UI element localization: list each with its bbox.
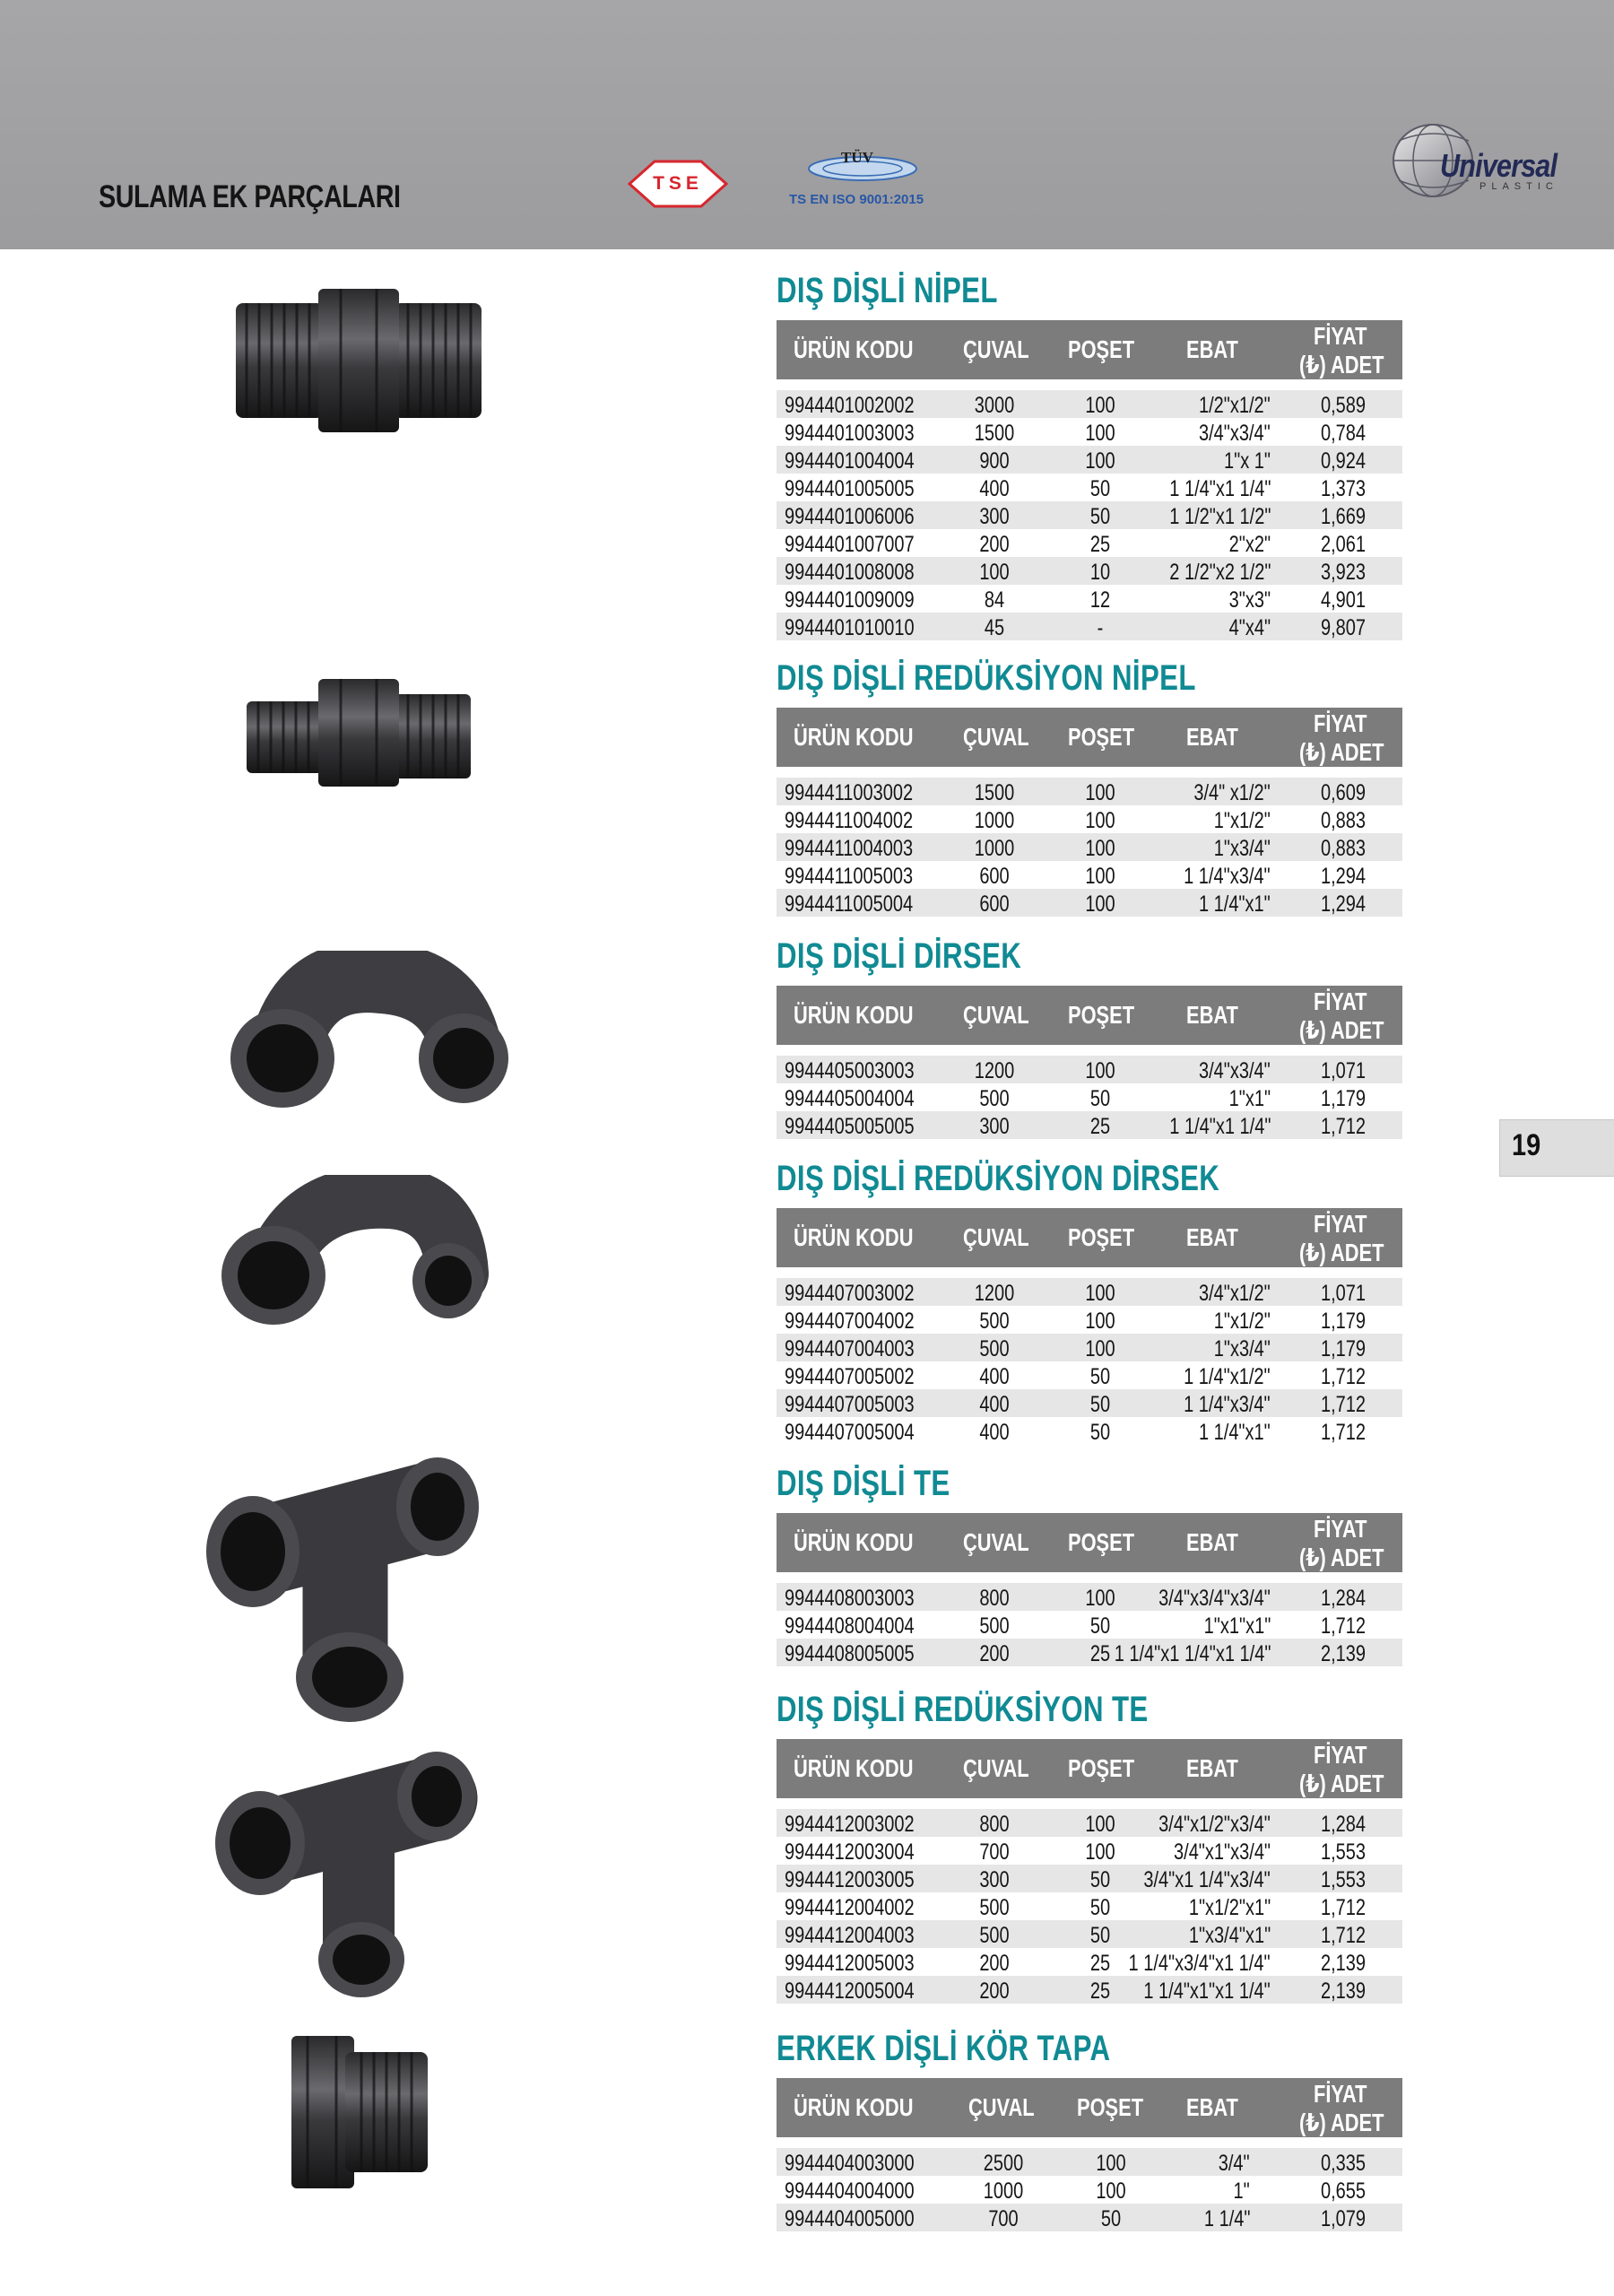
column-header-price-unit: (₺) ADET (1299, 1544, 1384, 1571)
table-row (777, 805, 1402, 833)
unit-price-cell: 1,294 (1321, 891, 1367, 917)
column-header-price: FİYAT (1314, 1741, 1367, 1769)
sack-quantity-cell: 700 (988, 2206, 1019, 2231)
column-header-bag: POŞET (1068, 1754, 1135, 1782)
table-row (777, 1389, 1402, 1417)
reducing-tee-photo (211, 1744, 480, 2005)
bag-quantity-cell: - (1097, 615, 1104, 640)
table-row (777, 1306, 1402, 1334)
unit-price-cell: 0,883 (1321, 836, 1367, 861)
bag-quantity-cell: 50 (1089, 1364, 1111, 1389)
size-cell: 1 1/4"x1/2" (1184, 1364, 1271, 1389)
bag-quantity-cell: 100 (1085, 448, 1115, 474)
tee-fitting-photo (197, 1453, 484, 1722)
unit-price-cell: 1,079 (1321, 2206, 1367, 2231)
column-header-sack: ÇUVAL (963, 1223, 1029, 1251)
bag-quantity-cell: 50 (1100, 2206, 1122, 2231)
sack-quantity-cell: 500 (979, 1923, 1010, 1948)
unit-price-cell: 1,712 (1321, 1392, 1367, 1417)
sack-quantity-cell: 400 (979, 1392, 1010, 1417)
table-row (777, 585, 1402, 613)
column-header-code: ÜRÜN KODU (794, 1223, 914, 1251)
size-cell: 1 1/4"x3/4"x1 1/4" (1128, 1951, 1271, 1976)
bag-quantity-cell: 100 (1085, 864, 1115, 889)
sack-quantity-cell: 700 (979, 1839, 1010, 1865)
product-table (777, 1583, 1402, 1666)
column-header-size: EBAT (1186, 723, 1238, 751)
section-title: DIŞ DİŞLİ REDÜKSİYON TE (777, 1690, 1149, 1729)
unit-price-cell: 1,553 (1321, 1867, 1367, 1892)
unit-price-cell: 0,784 (1321, 421, 1367, 446)
table-row (777, 2148, 1402, 2176)
sack-quantity-cell: 300 (979, 1867, 1010, 1892)
bag-quantity-cell: 25 (1089, 532, 1111, 557)
unit-price-cell: 0,609 (1321, 780, 1367, 805)
unit-price-cell: 2,139 (1321, 1641, 1367, 1666)
size-cell: 1 1/4" (1203, 2206, 1250, 2231)
column-header-price: FİYAT (1314, 987, 1367, 1015)
reducing-nipple-photo (242, 674, 475, 791)
sack-quantity-cell: 900 (979, 448, 1010, 474)
size-cell: 1"x 1" (1223, 448, 1271, 474)
size-cell: 2 1/2"x2 1/2" (1168, 560, 1271, 585)
sack-quantity-cell: 1000 (983, 2179, 1024, 2204)
sack-quantity-cell: 3000 (974, 393, 1015, 418)
sack-quantity-cell: 400 (979, 1420, 1010, 1445)
product-code-cell: 9944401007007 (785, 532, 915, 557)
size-cell: 1"x1"x1" (1203, 1613, 1271, 1639)
product-code-cell: 9944401004004 (785, 448, 915, 474)
unit-price-cell: 1,373 (1321, 476, 1367, 501)
unit-price-cell: 1,294 (1321, 864, 1367, 889)
table-row (777, 1948, 1402, 1976)
table-row (777, 1920, 1402, 1948)
column-header-code: ÜRÜN KODU (794, 1528, 914, 1556)
table-row (777, 446, 1402, 474)
product-code-cell: 9944412003002 (785, 1812, 915, 1837)
bag-quantity-cell: 50 (1089, 1420, 1111, 1445)
brand-subtitle: PLASTIC (1480, 181, 1558, 192)
sack-quantity-cell: 200 (979, 532, 1010, 557)
size-cell: 4"x4" (1228, 615, 1271, 640)
bag-quantity-cell: 100 (1085, 1839, 1115, 1865)
product-code-cell: 9944411005003 (785, 864, 914, 889)
table-row (777, 1976, 1402, 2004)
column-header-price: FİYAT (1314, 709, 1367, 737)
table-row (777, 613, 1402, 640)
bag-quantity-cell: 50 (1089, 1895, 1111, 1920)
size-cell: 1 1/2"x1 1/2" (1168, 504, 1271, 529)
product-code-cell: 9944412003005 (785, 1867, 915, 1892)
unit-price-cell: 0,655 (1321, 2179, 1367, 2204)
size-cell: 1 1/4"x1 1/4" (1168, 476, 1271, 501)
table-row (777, 557, 1402, 585)
column-header-size: EBAT (1186, 335, 1238, 363)
column-header-sack: ÇUVAL (968, 2093, 1035, 2121)
unit-price-cell: 1,284 (1321, 1812, 1367, 1837)
table-row (777, 1417, 1402, 1445)
sack-quantity-cell: 1000 (974, 836, 1015, 861)
size-cell: 3"x3" (1228, 587, 1271, 613)
size-cell: 3/4"x1/2" (1199, 1281, 1271, 1306)
product-code-cell: 9944411005004 (785, 891, 914, 917)
table-header (777, 320, 1402, 379)
table-header (777, 1739, 1402, 1798)
bag-quantity-cell: 100 (1085, 1336, 1115, 1361)
bag-quantity-cell: 50 (1089, 1086, 1111, 1111)
product-code-cell: 9944401002002 (785, 393, 915, 418)
table-row (777, 1361, 1402, 1389)
product-code-cell: 9944407004003 (785, 1336, 915, 1361)
product-code-cell: 9944407005002 (785, 1364, 915, 1389)
table-row (777, 418, 1402, 446)
bag-quantity-cell: 50 (1089, 1867, 1111, 1892)
table-row (777, 1892, 1402, 1920)
bag-quantity-cell: 100 (1085, 1309, 1115, 1334)
sack-quantity-cell: 600 (979, 864, 1010, 889)
size-cell: 1 1/4"x1"x1 1/4" (1143, 1979, 1271, 2004)
unit-price-cell: 1,553 (1321, 1839, 1367, 1865)
male-end-plug-photo (282, 2027, 435, 2197)
unit-price-cell: 1,071 (1321, 1281, 1367, 1306)
catalog-section-title: SULAMA EK PARÇALARI (99, 179, 401, 214)
sack-quantity-cell: 800 (979, 1812, 1010, 1837)
bag-quantity-cell: 100 (1085, 1586, 1115, 1611)
iso-certificate-text: TS EN ISO 9001:2015 (789, 192, 924, 207)
unit-price-cell: 1,179 (1321, 1086, 1367, 1111)
size-cell: 2"x2" (1228, 532, 1271, 557)
product-code-cell: 9944405005005 (785, 1114, 915, 1139)
product-code-cell: 9944407003002 (785, 1281, 915, 1306)
size-cell: 1 1/4"x1" (1199, 891, 1271, 917)
size-cell: 3/4"x1/2"x3/4" (1158, 1812, 1271, 1837)
bag-quantity-cell: 100 (1085, 393, 1115, 418)
sack-quantity-cell: 1200 (974, 1281, 1015, 1306)
column-header-price-unit: (₺) ADET (1299, 1770, 1384, 1797)
reducing-elbow-photo (220, 1175, 489, 1336)
size-cell: 3/4"x1"x3/4" (1173, 1839, 1271, 1865)
column-header-code: ÜRÜN KODU (794, 2093, 914, 2121)
sack-quantity-cell: 1500 (974, 780, 1015, 805)
product-code-cell: 9944405004004 (785, 1086, 915, 1111)
size-cell: 1"x3/4" (1213, 836, 1271, 861)
product-table (777, 1809, 1402, 2004)
table-row (777, 474, 1402, 501)
size-cell: 1 1/4"x1 1/4" (1168, 1114, 1271, 1139)
sack-quantity-cell: 600 (979, 891, 1010, 917)
bag-quantity-cell: 25 (1089, 1114, 1111, 1139)
column-header-bag: POŞET (1068, 723, 1135, 751)
bag-quantity-cell: 50 (1089, 504, 1111, 529)
sack-quantity-cell: 84 (984, 587, 1005, 613)
bag-quantity-cell: 100 (1085, 421, 1115, 446)
unit-price-cell: 4,901 (1321, 587, 1367, 613)
table-row (777, 1583, 1402, 1611)
bag-quantity-cell: 12 (1089, 587, 1111, 613)
section-title: DIŞ DİŞLİ TE (777, 1464, 950, 1503)
column-header-price: FİYAT (1314, 1515, 1367, 1543)
product-code-cell: 9944408003003 (785, 1586, 915, 1611)
bag-quantity-cell: 50 (1089, 1392, 1111, 1417)
product-code-cell: 9944412003004 (785, 1839, 915, 1865)
unit-price-cell: 1,179 (1321, 1309, 1367, 1334)
column-header-bag: POŞET (1068, 1528, 1135, 1556)
size-cell: 1 1/4"x1 1/4"x1 1/4" (1114, 1641, 1271, 1666)
sack-quantity-cell: 45 (984, 615, 1005, 640)
bag-quantity-cell: 50 (1089, 1613, 1111, 1639)
sack-quantity-cell: 500 (979, 1309, 1010, 1334)
sack-quantity-cell: 2500 (983, 2151, 1024, 2176)
unit-price-cell: 2,139 (1321, 1979, 1367, 2004)
table-header (777, 1513, 1402, 1572)
size-cell: 1 1/4"x3/4" (1184, 1392, 1271, 1417)
sack-quantity-cell: 400 (979, 1364, 1010, 1389)
column-header-bag: POŞET (1077, 2093, 1144, 2121)
column-header-size: EBAT (1186, 1754, 1238, 1782)
column-header-sack: ÇUVAL (963, 1528, 1029, 1556)
size-cell: 3/4"x3/4" (1199, 1058, 1271, 1083)
product-code-cell: 9944411004003 (785, 836, 914, 861)
column-header-price-unit: (₺) ADET (1299, 2109, 1384, 2136)
table-row (777, 501, 1402, 529)
sack-quantity-cell: 400 (979, 476, 1010, 501)
unit-price-cell: 0,883 (1321, 808, 1367, 833)
size-cell: 1 1/4"x3/4" (1184, 864, 1271, 889)
table-row (777, 1611, 1402, 1639)
column-header-size: EBAT (1186, 1001, 1238, 1029)
sack-quantity-cell: 1000 (974, 808, 1015, 833)
column-header-price: FİYAT (1314, 1210, 1367, 1238)
table-row (777, 2204, 1402, 2231)
bag-quantity-cell: 25 (1089, 1951, 1111, 1976)
size-cell: 1"x1/2" (1213, 808, 1271, 833)
column-header-size: EBAT (1186, 2093, 1238, 2121)
product-code-cell: 9944412004003 (785, 1923, 915, 1948)
column-header-sack: ÇUVAL (963, 1001, 1029, 1029)
unit-price-cell: 3,923 (1321, 560, 1367, 585)
size-cell: 1 1/4"x1" (1199, 1420, 1271, 1445)
sack-quantity-cell: 300 (979, 504, 1010, 529)
column-header-size: EBAT (1186, 1223, 1238, 1251)
product-code-cell: 9944404004000 (785, 2179, 915, 2204)
brand-name: Universal (1440, 147, 1558, 184)
product-code-cell: 9944401010010 (785, 615, 915, 640)
table-row (777, 861, 1402, 889)
section-title: DIŞ DİŞLİ NİPEL (777, 271, 998, 310)
product-table (777, 2148, 1402, 2231)
size-cell: 1"x1/2"x1" (1188, 1895, 1271, 1920)
table-header (777, 986, 1402, 1045)
unit-price-cell: 0,589 (1321, 393, 1367, 418)
elbow-fitting-photo (229, 951, 511, 1112)
product-code-cell: 9944408005005 (785, 1641, 915, 1666)
unit-price-cell: 1,712 (1321, 1613, 1367, 1639)
column-header-code: ÜRÜN KODU (794, 335, 914, 363)
table-row (777, 1809, 1402, 1837)
page-number: 19 (1512, 1128, 1541, 1162)
table-row (777, 778, 1402, 805)
bag-quantity-cell: 25 (1089, 1979, 1111, 2004)
column-header-price-unit: (₺) ADET (1299, 738, 1384, 766)
product-code-cell: 9944401005005 (785, 476, 915, 501)
section-title: DIŞ DİŞLİ REDÜKSİYON DİRSEK (777, 1159, 1220, 1198)
column-header-code: ÜRÜN KODU (794, 1754, 914, 1782)
bag-quantity-cell: 100 (1085, 1812, 1115, 1837)
size-cell: 1"x3/4"x1" (1188, 1923, 1271, 1948)
unit-price-cell: 1,712 (1321, 1895, 1367, 1920)
unit-price-cell: 1,071 (1321, 1058, 1367, 1083)
column-header-sack: ÇUVAL (963, 335, 1029, 363)
table-row (777, 390, 1402, 418)
column-header-code: ÜRÜN KODU (794, 1001, 914, 1029)
bag-quantity-cell: 100 (1085, 808, 1115, 833)
table-row (777, 1837, 1402, 1865)
product-code-cell: 9944407005004 (785, 1420, 915, 1445)
size-cell: 1"x3/4" (1213, 1336, 1271, 1361)
column-header-price-unit: (₺) ADET (1299, 1016, 1384, 1044)
section-title: ERKEK DİŞLİ KÖR TAPA (777, 2029, 1111, 2068)
unit-price-cell: 1,712 (1321, 1364, 1367, 1389)
column-header-price-unit: (₺) ADET (1299, 351, 1384, 378)
column-header-bag: POŞET (1068, 335, 1135, 363)
column-header-sack: ÇUVAL (963, 723, 1029, 751)
table-row (777, 1056, 1402, 1083)
unit-price-cell: 1,712 (1321, 1114, 1367, 1139)
table-row (777, 1865, 1402, 1892)
bag-quantity-cell: 10 (1089, 560, 1111, 585)
size-cell: 3/4"x3/4" (1199, 421, 1271, 446)
product-code-cell: 9944401008008 (785, 560, 915, 585)
sack-quantity-cell: 1200 (974, 1058, 1015, 1083)
product-code-cell: 9944407005003 (785, 1392, 915, 1417)
page-header (0, 0, 1614, 249)
product-table (777, 390, 1402, 640)
column-header-price: FİYAT (1314, 2080, 1367, 2108)
column-header-price: FİYAT (1314, 322, 1367, 350)
unit-price-cell: 0,924 (1321, 448, 1367, 474)
bag-quantity-cell: 50 (1089, 476, 1111, 501)
column-header-bag: POŞET (1068, 1223, 1135, 1251)
size-cell: 1"x1" (1228, 1086, 1271, 1111)
table-row (777, 529, 1402, 557)
sack-quantity-cell: 500 (979, 1086, 1010, 1111)
bag-quantity-cell: 100 (1096, 2151, 1126, 2176)
product-code-cell: 9944412004002 (785, 1895, 915, 1920)
sack-quantity-cell: 200 (979, 1951, 1010, 1976)
table-row (777, 1639, 1402, 1666)
bag-quantity-cell: 50 (1089, 1923, 1111, 1948)
product-code-cell: 9944405003003 (785, 1058, 915, 1083)
size-cell: 1/2"x1/2" (1199, 393, 1271, 418)
table-row (777, 1083, 1402, 1111)
product-code-cell: 9944412005003 (785, 1951, 915, 1976)
table-header (777, 708, 1402, 767)
product-code-cell: 9944407004002 (785, 1309, 915, 1334)
product-table (777, 1056, 1402, 1139)
unit-price-cell: 9,807 (1321, 615, 1367, 640)
section-title: DIŞ DİŞLİ DİRSEK (777, 936, 1022, 976)
size-cell: 3/4"x1 1/4"x3/4" (1143, 1867, 1271, 1892)
bag-quantity-cell: 100 (1085, 780, 1115, 805)
bag-quantity-cell: 100 (1085, 836, 1115, 861)
sack-quantity-cell: 500 (979, 1336, 1010, 1361)
table-header (777, 2078, 1402, 2137)
bag-quantity-cell: 100 (1085, 891, 1115, 917)
unit-price-cell: 0,335 (1321, 2151, 1367, 2176)
column-header-bag: POŞET (1068, 1001, 1135, 1029)
unit-price-cell: 1,669 (1321, 504, 1367, 529)
unit-price-cell: 1,179 (1321, 1336, 1367, 1361)
table-row (777, 1334, 1402, 1361)
tuv-logo-text: TÜV (841, 149, 873, 166)
product-code-cell: 9944404003000 (785, 2151, 915, 2176)
tse-logo-text: TSE (653, 173, 703, 194)
table-row (777, 1111, 1402, 1139)
bag-quantity-cell: 100 (1085, 1281, 1115, 1306)
sack-quantity-cell: 800 (979, 1586, 1010, 1611)
unit-price-cell: 2,139 (1321, 1951, 1367, 1976)
section-title: DIŞ DİŞLİ REDÜKSİYON NİPEL (777, 658, 1196, 698)
product-code-cell: 9944408004004 (785, 1613, 915, 1639)
table-row (777, 2176, 1402, 2204)
sack-quantity-cell: 200 (979, 1979, 1010, 2004)
product-code-cell: 9944401003003 (785, 421, 915, 446)
unit-price-cell: 1,712 (1321, 1420, 1367, 1445)
size-cell: 1"x1/2" (1213, 1309, 1271, 1334)
size-cell: 3/4" (1219, 2151, 1250, 2176)
unit-price-cell: 1,712 (1321, 1923, 1367, 1948)
bag-quantity-cell: 100 (1085, 1058, 1115, 1083)
sack-quantity-cell: 100 (979, 560, 1010, 585)
product-code-cell: 9944401009009 (785, 587, 915, 613)
table-row (777, 889, 1402, 917)
bag-quantity-cell: 25 (1089, 1641, 1111, 1666)
nipple-fitting-photo (229, 278, 489, 439)
column-header-sack: ÇUVAL (963, 1754, 1029, 1782)
size-cell: 1" (1233, 2179, 1250, 2204)
table-header (777, 1208, 1402, 1267)
product-code-cell: 9944411003002 (785, 780, 914, 805)
product-code-cell: 9944401006006 (785, 504, 915, 529)
sack-quantity-cell: 500 (979, 1613, 1010, 1639)
column-header-code: ÜRÜN KODU (794, 723, 914, 751)
product-table (777, 1278, 1402, 1445)
sack-quantity-cell: 500 (979, 1895, 1010, 1920)
product-code-cell: 9944404005000 (785, 2206, 915, 2231)
column-header-size: EBAT (1186, 1528, 1238, 1556)
column-header-price-unit: (₺) ADET (1299, 1239, 1384, 1266)
sack-quantity-cell: 300 (979, 1114, 1010, 1139)
bag-quantity-cell: 100 (1096, 2179, 1126, 2204)
unit-price-cell: 2,061 (1321, 532, 1367, 557)
table-row (777, 833, 1402, 861)
size-cell: 3/4" x1/2" (1193, 780, 1271, 805)
table-row (777, 1278, 1402, 1306)
sack-quantity-cell: 200 (979, 1641, 1010, 1666)
product-code-cell: 9944411004002 (785, 808, 914, 833)
size-cell: 3/4"x3/4"x3/4" (1158, 1586, 1271, 1611)
unit-price-cell: 1,284 (1321, 1586, 1367, 1611)
sack-quantity-cell: 1500 (974, 421, 1015, 446)
product-code-cell: 9944412005004 (785, 1979, 915, 2004)
product-table (777, 778, 1402, 917)
